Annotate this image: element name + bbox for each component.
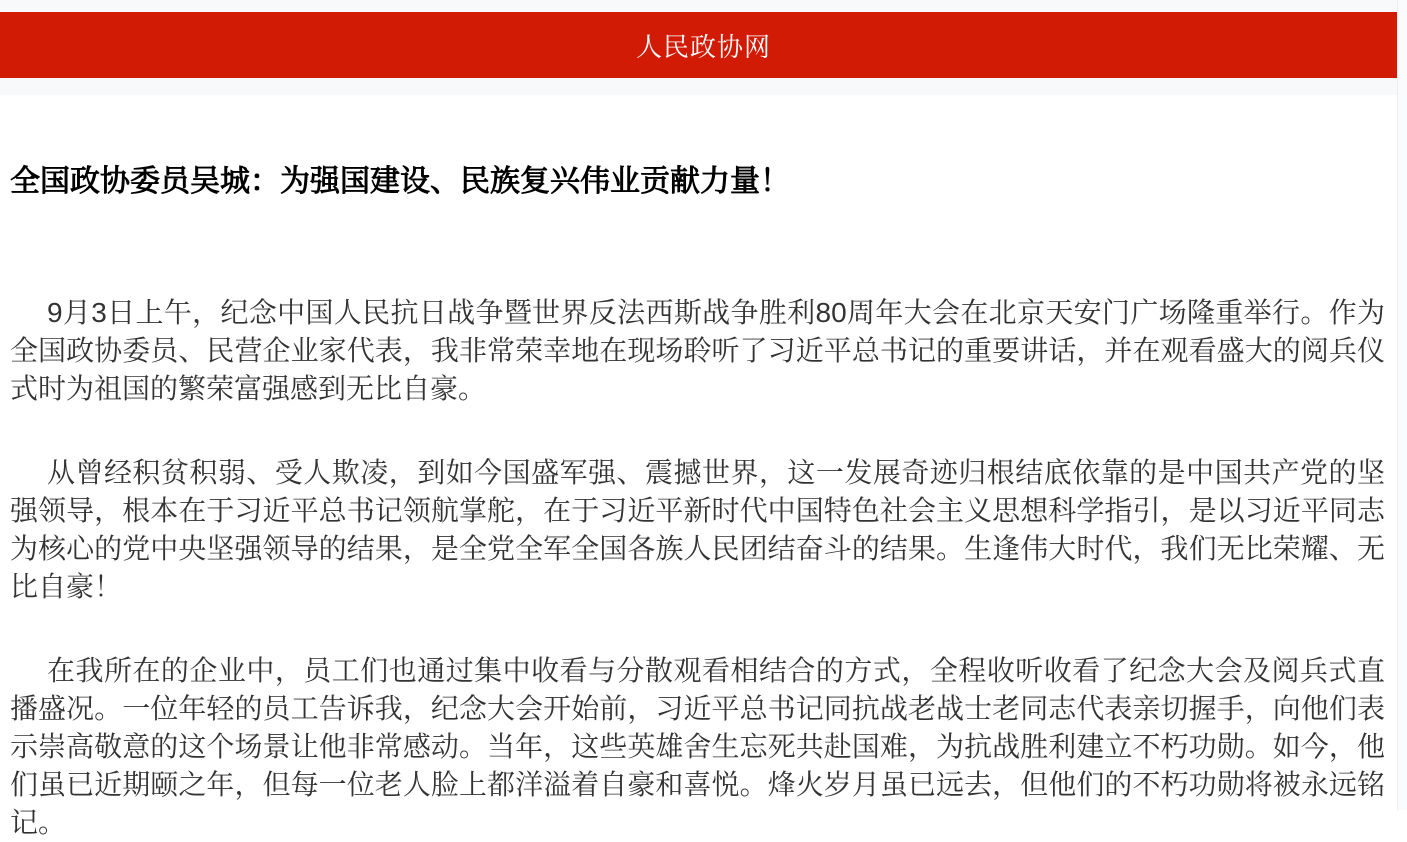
article-title: 全国政协委员吴城：为强国建设、民族复兴伟业贡献力量！ <box>10 165 790 198</box>
site-header-bar <box>0 12 1407 78</box>
article-paragraph: 在我所在的企业中，员工们也通过集中收看与分散观看相结合的方式，全程收听收看了纪念大会及阅兵式直播盛况。一位年轻的员工告诉我，纪念大会开始前，习近平总书记同抗战老战士老同志代表亲切握手，向他们表示崇高敬意的这个场景让他非常感动。当年，这些英雄舍生忘死共赴国难，为抗战胜利建立不朽功勋。如今，他们虽已近期颐之年，但每一位老人脸上都洋溢着自豪和喜悦。烽火岁月虽已远去，但他们的不朽功勋将被永远铭记。 <box>10 654 1385 838</box>
article-paragraph: 9月3日上午，纪念中国人民抗日战争暨世界反法西斯战争胜利80周年大会在北京天安门广场隆重举行。作为全国政协委员、民营企业家代表，我非常荣幸地在现场聆听了习近平总书记的重要讲话，并在观看盛大的阅兵仪式时为祖国的繁荣富强感到无比自豪。 <box>10 296 1385 404</box>
header-background <box>0 0 1407 95</box>
article <box>0 165 1407 842</box>
article-body <box>10 294 1385 842</box>
site-title[interactable]: 人民政协网 <box>635 31 771 62</box>
scrollbar-track[interactable] <box>1397 0 1407 810</box>
article-paragraph: 从曾经积贫积弱、受人欺凌，到如今国盛军强、震撼世界，这一发展奇迹归根结底依靠的是中国共产党的坚强领导，根本在于习近平总书记领航掌舵，在于习近平新时代中国特色社会主义思想科学指引，是以习近平同志为核心的党中央坚强领导的结果，是全党全军全国各族人民团结奋斗的结果。生逢伟大时代，我们无比荣耀、无比自豪！ <box>10 456 1385 602</box>
